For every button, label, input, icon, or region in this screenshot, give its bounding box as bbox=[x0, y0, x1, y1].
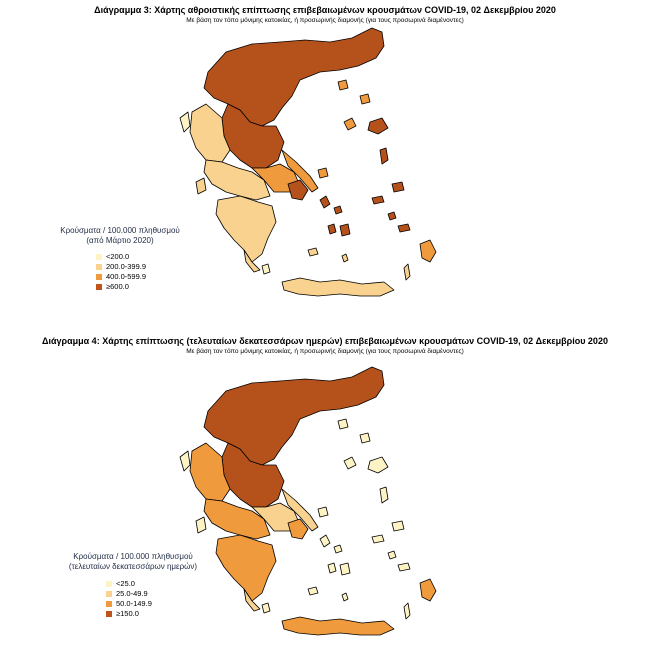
legend-label: <200.0 bbox=[106, 252, 130, 261]
island-rhodes bbox=[420, 240, 436, 262]
island-tinos bbox=[334, 206, 342, 214]
legend-label: 25.0-49.9 bbox=[116, 589, 148, 598]
legend-item bbox=[96, 252, 129, 262]
legend-swatch bbox=[106, 611, 112, 617]
legend-item bbox=[96, 262, 146, 272]
island-karpathos bbox=[404, 603, 410, 619]
island-crete bbox=[282, 278, 394, 296]
island-paros bbox=[328, 563, 336, 573]
island-samothraki bbox=[360, 433, 370, 443]
island-samos bbox=[392, 521, 404, 531]
legend-item bbox=[96, 272, 146, 282]
legend-swatch bbox=[106, 601, 112, 607]
island-corfu bbox=[180, 112, 190, 132]
island-karpathos bbox=[404, 264, 410, 280]
island-milos bbox=[308, 587, 318, 595]
island-tinos bbox=[334, 545, 342, 553]
island-kythira bbox=[262, 264, 270, 274]
legend-label: ≥600.0 bbox=[106, 282, 129, 291]
greece-map bbox=[0, 334, 650, 659]
island-andros bbox=[320, 196, 330, 208]
legend-title bbox=[60, 226, 180, 246]
map-subtitle: Με βάση τον τόπο μόνιμης κατοικίας, ή προσωρινής διαμονής (για τους προσωρινά διαμένοντες) bbox=[186, 348, 464, 355]
island-paros bbox=[328, 224, 336, 234]
island-chios bbox=[380, 148, 388, 164]
island-kythira bbox=[262, 603, 270, 613]
island-limnos bbox=[344, 118, 356, 130]
island-samothraki bbox=[360, 94, 370, 104]
region-peloponnese bbox=[216, 535, 276, 601]
island-ikaria bbox=[372, 535, 384, 543]
legend-label: ≥150.0 bbox=[116, 609, 139, 618]
island-crete bbox=[282, 617, 394, 635]
legend-label: 400.0-599.9 bbox=[106, 272, 147, 281]
map-subtitle: Με βάση τον τόπο μόνιμης κατοικίας, ή προσωρινής διαμονής (για τους προσωρινά διαμένοντες) bbox=[186, 17, 464, 24]
island-andros bbox=[320, 535, 330, 547]
legend-title-line-2: (από Μάρτιο 2020) bbox=[86, 236, 154, 245]
island-samos bbox=[392, 182, 404, 192]
island-thasos bbox=[338, 80, 348, 90]
map-title: Διάγραμμα 3: Χάρτης αθροιστικής επίπτωσης επιβεβαιωμένων κρουσμάτων COVID-19, 02 Δεκεμβρίου 2020 bbox=[94, 5, 556, 15]
legend-item bbox=[96, 282, 129, 292]
legend-title-line-1: Κρούσματα / 100.000 πληθυσμού bbox=[60, 226, 180, 235]
region-peloponnese bbox=[216, 196, 276, 262]
island-kalymnos bbox=[388, 551, 396, 559]
map-title: Διάγραμμα 4: Χάρτης επίπτωσης (τελευταίων δεκατεσσάρων ημερών) επιβεβαιωμένων κρουσμάτων COVID-19, 02 Δεκεμβρίου 2020 bbox=[42, 336, 608, 346]
legend-item bbox=[106, 589, 148, 599]
legend-swatch bbox=[96, 254, 102, 260]
island-limnos bbox=[344, 457, 356, 469]
island-naxos bbox=[340, 563, 350, 575]
legend-label: <25.0 bbox=[116, 579, 135, 588]
island-chios bbox=[380, 487, 388, 503]
legend-swatch bbox=[96, 264, 102, 270]
island-skyros bbox=[318, 507, 328, 517]
legend-swatch bbox=[106, 581, 112, 587]
legend-item bbox=[106, 609, 139, 619]
island-ikaria bbox=[372, 196, 384, 204]
island-corfu bbox=[180, 451, 190, 471]
legend-swatch bbox=[106, 591, 112, 597]
island-santorini bbox=[342, 593, 348, 601]
legend-title bbox=[58, 552, 208, 572]
island-kalymnos bbox=[388, 212, 396, 220]
island-lesvos bbox=[368, 457, 388, 473]
island-kos bbox=[398, 224, 410, 232]
island-milos bbox=[308, 248, 318, 256]
island-kefalonia bbox=[196, 517, 206, 533]
map-panel-2 bbox=[0, 334, 650, 659]
legend-label: 200.0-399.9 bbox=[106, 262, 147, 271]
legend-item bbox=[106, 579, 135, 589]
legend-title-line-1: Κρούσματα / 100.000 πληθυσμού bbox=[73, 552, 193, 561]
legend-swatch bbox=[96, 274, 102, 280]
island-thasos bbox=[338, 419, 348, 429]
island-lesvos bbox=[368, 118, 388, 134]
legend-item bbox=[106, 599, 152, 609]
legend-label: 50.0-149.9 bbox=[116, 599, 152, 608]
legend-swatch bbox=[96, 284, 102, 290]
island-kefalonia bbox=[196, 178, 206, 194]
island-skyros bbox=[318, 168, 328, 178]
island-santorini bbox=[342, 254, 348, 262]
legend-title-line-2: (τελευταίων δεκατεσσάρων ημερών) bbox=[68, 562, 198, 571]
island-naxos bbox=[340, 224, 350, 236]
map-panel-1 bbox=[0, 0, 650, 325]
island-rhodes bbox=[420, 579, 436, 601]
island-kos bbox=[398, 563, 410, 571]
